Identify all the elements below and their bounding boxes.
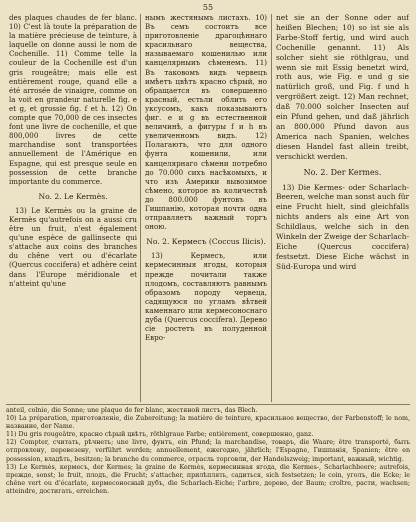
german-column [276, 13, 409, 409]
column-divider-right [271, 14, 272, 402]
german-text-bottom: 13) Die Kermes- oder Scharlach-Beeren, welche man sonst auch für eine Frucht hielt, sind gleichfalls nichts anders als eine Art von Schildlaus, welche sich in den Winkeln der Zweige der Scharlach-Eiche (Quercus coccifera) festsetzt. Diese Eiche wächst in Süd-Europa und wird [276, 182, 409, 271]
french-text-top: des plaques chaudes de fer blanc. 10) C'est là toute la préparation de la matière précieuse de teinture, à laquelle on donne aussi le nom de Cochenille. 11) Comme telle la couleur de la Cochenille est d'un gris rougeâtre; mais elle est entièrement rouge, quand elle a été arrosée de vinaigre, comme on la voit en grandeur naturelle fig. e et g, et grossie fig. f et h. 12) On compte que 70,000 de ces insectes font une livre de cochenille, et que 800,000 livres de cette marchandise sont transportées annuellement de l'Amérique en Espagne, qui est presque seule en possession de cette branche importante du commerce. [9, 13, 137, 186]
page-number: 55 [202, 3, 214, 12]
footnote: 11) Du gris rougeâtre, красно сѣрый цвѣтъ, röthlgraue Farbe; entièrement, совершенно, ganz. [6, 431, 314, 439]
russian-text-bottom: 13) Кермесъ, или кермесинныя ягоды, которыя прежде почитали также плодомъ, составляютъ равнымъ образомъ породу червеца, садящуюся по угламъ вѣтвей каменнаго или кермесоноснаго дуба (Quercus coccifera). Дерево сіе ростетъ въ полуденной Евро- [145, 251, 267, 343]
footnote: 13) Le Kermès, кермесъ, der Kermes; la graine de Kermès, кермесинная ягода, die Kermes-, Scharlachbeere; autrefois, прежде, sonst; le fruit, плодъ, die Frucht; s'attacher, прилѣплять, садиться, sich festsetzen; le coin, уголъ, die Ecke; le chêne vert ou d'écarlate, кермесоносный дубъ, die Scharlach-Eiche; l'arbre, дерево, der Baum; croître, расти, wachsen; atteindre, достигать, erreichen. [6, 463, 410, 495]
footnote: 10) La préparation, приготовленіе, die Zubereitung; la matière de teinture, красильное вещество, der Farbenstoff; le nom, название, der Name. [6, 415, 410, 431]
french-text-bottom: 13) Le Kermès ou la graine de Kermès qu'autrefois on a aussi cru être un fruit, n'est également qu'une espèce de gallinsecte qui s'attache aux coins des branches du chêne vert ou d'écarlate (Quercus coccifera) et adhère ceint dans l'Europe méridionale et n'atteint qu'une [9, 205, 137, 288]
french-column [9, 13, 137, 409]
russian-section-title: No. 2. Кермесъ (Coccus Ilicis). [146, 237, 266, 247]
column-divider-left [140, 14, 141, 402]
footnote: anteil, colnie, die Sonne; une plaque de fer blanc, жестяной листъ, das Blech. [6, 407, 258, 414]
footnote: 12) Compter, считать, рѣчнеть; une livre, фунтъ, ein Pfund; la marchandise, товаръ, die Waare; être transporté, быть отпровлену, перевезену, verführt werden; annuellement, ежегодно, jährlich; l'Espagne, Гишпанія, Spanien; être en possession, владѣть, besitzen; la branche du commerce, отрасль торговли, der Handelszweig; important, важный, wichtig. [6, 439, 410, 463]
russian-column [145, 13, 267, 409]
footnotes [6, 404, 410, 496]
german-text-top: net sie an der Sonne oder auf heißen Blechen; 10) so ist sie als Farbe-Stoff fertig, und wird auch Cochenille genannt. 11) Als solcher sieht sie röthlgrau, und wenn sie mit Essig benetzt wird, roth aus, wie Fig. e und g sie natürlich groß, und Fig. f und h vergrößert zeigt. 12) Man rechnet, daß 70.000 solcher Insecten auf ein Pfund gehen, und daß jährlich an 800.000 Pfund davon aus America nach Spanien, welches diesen Handel fast allein treibt, verschickt werden. [276, 13, 409, 161]
russian-text-top: нымъ жестянымъ листахъ. 10) Въ семъ состоитъ все приготовленіе драгоцѣннаго красильнаго вещества, называемаго кошенилью или канцелярныиъ сѣменемъ. 11) Въ таковомъ видъ червецъ имѣетъ цвѣтъ красно сѣрый, но обращается въ совершенно красный, естьли облить его уксусомъ, какъ показываютъ фиг. e и g въ естественной величинѣ, а фигуры f и h въ увеличенномъ видъ. 12) Полагаютъ, что для одного фунта кошенили, или канцелярнаго сѣмени потребно до 70.000 сихъ насѣкомыхъ, и что изъ Америки вывозимое сѣмено, которое въ количествѣ до 800.000 фунтовъ въ Гишпанію, которая почти одна отправляетъ важный торгъ оною. [145, 13, 267, 232]
french-section-title: No. 2. Le Kermès. [38, 191, 108, 201]
german-section-title: No. 2. Der Kermes. [303, 167, 382, 177]
